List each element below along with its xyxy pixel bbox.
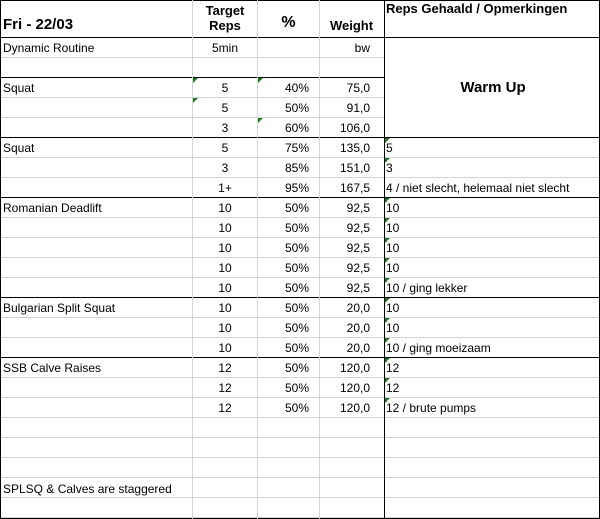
weight-cell[interactable]: 120,0 [339,400,370,415]
weight-cell[interactable]: 20,0 [346,300,370,315]
notes-cell[interactable]: 10 / ging moeizaam [386,340,491,355]
percent-cell[interactable]: 50% [284,380,309,395]
percent-cell[interactable]: 50% [284,220,309,235]
percent-cell[interactable]: 60% [284,120,309,135]
notes-cell[interactable]: 4 / niet slecht, helemaal niet slecht [386,180,570,195]
weight-cell[interactable]: 92,5 [346,280,370,295]
percent-cell[interactable]: 75% [284,140,309,155]
weight-cell[interactable]: 135,0 [339,140,370,155]
comment-indicator-icon [193,98,198,103]
notes-cell[interactable]: 12 / brute pumps [386,400,477,415]
grid-line [0,497,600,498]
notes-cell[interactable]: 12 [386,360,400,375]
weight-header[interactable]: Weight [329,17,374,33]
target-reps-cell[interactable]: 5 [221,80,229,95]
exercise-name[interactable]: Squat [3,140,35,155]
weight-cell[interactable]: 92,5 [346,240,370,255]
comment-indicator-icon [385,398,390,403]
footer-note[interactable]: SPLSQ & Calves are staggered [3,482,172,496]
grid-line [0,0,600,1]
notes-cell[interactable]: 12 [386,380,400,395]
exercise-name[interactable] [3,158,191,177]
target-reps-cell[interactable]: 10 [218,240,232,255]
grid-line [0,157,600,158]
grid-line [0,357,600,358]
comment-indicator-icon [385,378,390,383]
percent-cell[interactable]: 50% [284,100,309,115]
notes-cell[interactable] [386,98,600,117]
warm-up-label: Warm Up [460,78,526,96]
target-reps-cell[interactable]: 10 [218,320,232,335]
grid-line [0,197,600,198]
weight-cell[interactable]: 20,0 [346,340,370,355]
exercise-name[interactable] [3,98,191,117]
grid-line [0,397,600,398]
exercise-name[interactable]: Bulgarian Split Squat [3,300,116,315]
comment-indicator-icon [385,198,390,203]
notes-cell[interactable]: 5 [386,140,393,155]
comment-indicator-icon [193,78,198,83]
grid-line [0,477,600,478]
percent-cell[interactable]: 50% [284,260,309,275]
target-reps-cell[interactable]: 10 [218,300,232,315]
grid-line [0,417,600,418]
comment-indicator-icon [385,358,390,363]
exercise-name[interactable] [3,58,191,77]
weight-cell[interactable]: 151,0 [339,160,370,175]
exercise-name[interactable] [3,258,191,277]
target-reps-cell[interactable]: 10 [218,200,232,215]
percent-cell[interactable] [258,58,319,77]
comment-indicator-icon [385,158,390,163]
target-reps-cell[interactable]: 10 [218,280,232,295]
target-reps-cell[interactable]: 5 [221,100,229,115]
percent-cell[interactable]: 50% [284,200,309,215]
weight-cell[interactable]: 92,5 [346,260,370,275]
grid-line [0,137,600,138]
weight-cell[interactable]: 91,0 [346,100,370,115]
percent-cell[interactable]: 85% [284,160,309,175]
percent-cell[interactable] [258,38,319,57]
comment-indicator-icon [385,278,390,283]
notes-header[interactable]: Reps Gehaald / Opmerkingen [386,1,568,16]
percent-cell[interactable]: 50% [284,280,309,295]
exercise-name[interactable] [3,318,191,337]
weight-cell[interactable]: 75,0 [346,80,370,95]
exercise-name[interactable] [3,278,191,297]
comment-indicator-icon [385,258,390,263]
target-reps-cell[interactable]: 12 [218,380,232,395]
weight-cell[interactable]: bw [354,40,370,55]
grid-line [0,317,600,318]
notes-cell[interactable]: 10 [386,260,400,275]
grid-line [0,37,600,38]
weight-cell[interactable]: 106,0 [339,120,370,135]
grid-line [0,437,600,438]
notes-cell[interactable] [386,38,600,57]
grid-line [319,0,320,519]
grid-line [0,0,1,519]
exercise-name[interactable] [3,238,191,257]
comment-indicator-icon [385,318,390,323]
exercise-name[interactable] [3,118,191,137]
notes-cell[interactable] [386,78,600,97]
notes-cell[interactable] [386,58,600,77]
weight-cell[interactable]: 120,0 [339,360,370,375]
exercise-name[interactable]: SSB Calve Raises [3,360,102,375]
target-reps-cell[interactable]: 10 [218,260,232,275]
percent-cell[interactable]: 50% [284,300,309,315]
percent-header[interactable]: % [281,14,296,31]
grid-line [0,257,600,258]
grid-line [0,277,600,278]
grid-line [0,217,600,218]
percent-cell[interactable]: 40% [284,80,309,95]
weight-cell[interactable]: 20,0 [346,320,370,335]
target-reps-cell[interactable]: 1+ [218,180,232,195]
percent-cell[interactable]: 95% [284,180,309,195]
comment-indicator-icon [385,138,390,143]
percent-cell[interactable]: 50% [284,240,309,255]
percent-cell[interactable]: 50% [284,340,309,355]
grid-line [0,297,600,298]
grid-line [0,337,600,338]
exercise-name[interactable] [3,398,191,417]
weight-cell[interactable]: 92,5 [346,200,370,215]
notes-cell[interactable]: 10 / ging lekker [386,280,468,295]
percent-cell[interactable]: 50% [284,320,309,335]
exercise-name[interactable] [3,218,191,237]
notes-cell[interactable]: 10 [386,200,400,215]
notes-cell[interactable] [386,118,600,137]
target-reps-cell[interactable]: 12 [218,400,232,415]
grid-line [0,177,600,178]
notes-cell[interactable]: 3 [386,160,393,175]
percent-cell[interactable]: 50% [284,400,309,415]
notes-cell[interactable]: 10 [386,300,400,315]
exercise-name[interactable] [3,178,191,197]
notes-cell[interactable]: 10 [386,220,400,235]
comment-indicator-icon [258,118,263,123]
comment-indicator-icon [385,338,390,343]
target-reps-cell[interactable] [193,58,257,77]
notes-cell[interactable]: 10 [386,320,400,335]
target-reps-cell[interactable]: 3 [221,160,229,175]
grid-line [0,237,600,238]
grid-line [0,457,600,458]
target-reps-cell[interactable]: 10 [218,340,232,355]
target-reps-cell[interactable]: 3 [221,120,229,135]
weight-cell[interactable]: 92,5 [346,220,370,235]
grid-line [0,377,600,378]
weight-cell[interactable]: 120,0 [339,380,370,395]
date-header[interactable]: Fri - 22/03 [3,16,74,33]
weight-cell[interactable] [320,58,383,77]
comment-indicator-icon [385,218,390,223]
notes-cell[interactable]: 10 [386,240,400,255]
comment-indicator-icon [258,78,263,83]
exercise-name[interactable]: Romanian Deadlift [3,200,102,215]
target-reps-cell[interactable]: 5min [211,40,238,55]
target-reps-cell[interactable]: 12 [218,360,232,375]
target-reps-cell[interactable]: 10 [218,220,232,235]
comment-indicator-icon [385,298,390,303]
target-reps-header[interactable]: Target Reps [205,3,245,33]
exercise-name[interactable] [3,338,191,357]
percent-cell[interactable]: 50% [284,360,309,375]
target-reps-cell[interactable]: 5 [221,140,229,155]
comment-indicator-icon [385,238,390,243]
exercise-name[interactable]: Dynamic Routine [3,40,95,55]
exercise-name[interactable]: Squat [3,80,35,95]
weight-cell[interactable]: 167,5 [339,180,370,195]
exercise-name[interactable] [3,378,191,397]
